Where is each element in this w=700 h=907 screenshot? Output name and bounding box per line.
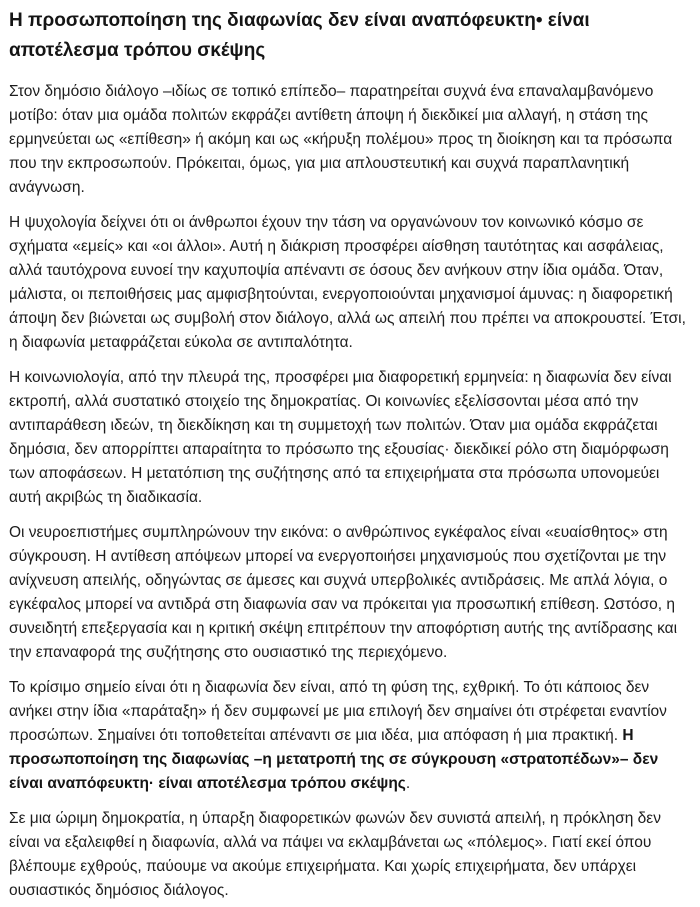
paragraph-2-text: Η ψυχολογία δείχνει ότι οι άνθρωποι έχουν την τάση να οργανώνουν τον κοινωνικό κόσμο σε σχήματα «εμείς» και «οι άλλοι». Αυτή η διάκριση προσφέρει αίσθηση ταυτότητας και ασφάλειας, αλλά ταυτόχρονα ευνοεί την καχυποψία απέναντι σε όσους δεν ανήκουν στην ίδια ομάδα. Όταν, μάλιστα, οι πεποιθήσεις μας αμφισβητούνται, ενεργοποιούνται μηχανισμοί άμυνας: η διαφορετική άποψη δεν βιώνεται ως συμβολή στον διάλογο, αλλά ως απειλή που πρέπει να αποκρουστεί. Έτσι, η διαφωνία μεταφράζεται εύκολα σε αντιπαλότητα. bbox=[9, 214, 686, 351]
paragraph-5 bbox=[9, 676, 691, 796]
paragraph-4-text: Οι νευροεπιστήμες συμπληρώνουν την εικόνα: ο ανθρώπινος εγκέφαλος είναι «ευαίσθητος» στη σύγκρουση. Η αντίθεση απόψεων μπορεί να ενεργοποιήσει μηχανισμούς που σχετίζονται με την ανίχνευση απειλής, οδηγώντας σε άμεσες και συχνά υπερβολικές αντιδράσεις. Με απλά λόγια, ο εγκέφαλος μπορεί να αντιδρά στη διαφωνία σαν να πρόκειται για προσωπική επίθεση. Ωστόσο, η συνειδητή επεξεργασία και η κριτική σκέψη επιτρέπουν την αποφόρτιση αυτής της αντίδρασης και την επαναφορά της συζήτησης στο ουσιαστικό της περιεχόμενο. bbox=[9, 524, 678, 661]
paragraph-1 bbox=[9, 80, 691, 200]
paragraph-5-tail: . bbox=[405, 775, 411, 792]
paragraph-2 bbox=[9, 211, 691, 355]
document-title: Η προσωποποίηση της διαφωνίας δεν είναι αναπόφευκτη• είναι αποτέλεσμα τρόπου σκέψης bbox=[9, 10, 590, 61]
paragraph-1-text: Στον δημόσιο διάλογο –ιδίως σε τοπικό επίπεδο– παρατηρείται συχνά ένα επαναλαμβανόμενο μοτίβο: όταν μια ομάδα πολιτών εκφράζει αντίθετη άποψη ή διεκδικεί μια αλλαγή, η στάση της ερμηνεύεται ως «επίθεση» ή ακόμη και ως «κήρυξη πολέμου» προς τη διοίκηση και τα πρόσωπα που την εκπροσωπούν. Πρόκειται, όμως, για μια απλουστευτική και συχνά παραπλανητική ανάγνωση. bbox=[9, 83, 673, 196]
paragraph-3-text: Η κοινωνιολογία, από την πλευρά της, προσφέρει μια διαφορετική ερμηνεία: η διαφωνία δεν είναι εκτροπή, αλλά συστατικό στοιχείο της δημοκρατίας. Οι κοινωνίες εξελίσσονται μέσα από την αντιπαράθεση ιδεών, τη διεκδίκηση και τη συμμετοχή των πολιτών. Όταν μια ομάδα εκφράζεται δημόσια, δεν απορρίπτει απαραίτητα το πρόσωπο της εξουσίας· διεκδικεί ρόλο στη διαμόρφωση των αποφάσεων. Η μετατόπιση της συζήτησης από τα επιχειρήματα στα πρόσωπα υπονομεύει αυτή ακριβώς τη διαδικασία. bbox=[9, 369, 672, 506]
paragraph-5-text: Το κρίσιμο σημείο είναι ότι η διαφωνία δεν είναι, από τη φύση της, εχθρική. Το ότι κάποιος δεν ανήκει στην ίδια «παράταξη» ή δεν συμφωνεί με μια επιλογή δεν σημαίνει ότι στρέφεται εναντίον προσώπων. Σημαίνει ότι τοποθετείται απέναντι σε μια ιδέα, μια απόφαση ή μια πρακτική. bbox=[9, 679, 667, 744]
paragraph-6-text: Σε μια ώριμη δημοκρατία, η ύπαρξη διαφορετικών φωνών δεν συνιστά απειλή, η πρόκληση δεν είναι να εξαλειφθεί η διαφωνία, αλλά να πάψει να εκλαμβάνεται ως «πόλεμος». Γιατί εκεί όπου βλέπουμε εχθρούς, παύουμε να ακούμε επιχειρήματα. Και χωρίς επιχειρήματα, δεν υπάρχει ουσιαστικός δημόσιος διάλογος. bbox=[9, 810, 661, 899]
paragraph-6 bbox=[9, 807, 691, 903]
paragraph-5-bold-emphasis: Η προσωποποίηση της διαφωνίας –η μετατροπή της σε σύγκρουση «στρατοπέδων»– δεν είναι αναπόφευκτη· είναι αποτέλεσμα τρόπου σκέψης bbox=[9, 727, 659, 792]
paragraph-4 bbox=[9, 521, 691, 665]
paragraph-3 bbox=[9, 366, 691, 510]
